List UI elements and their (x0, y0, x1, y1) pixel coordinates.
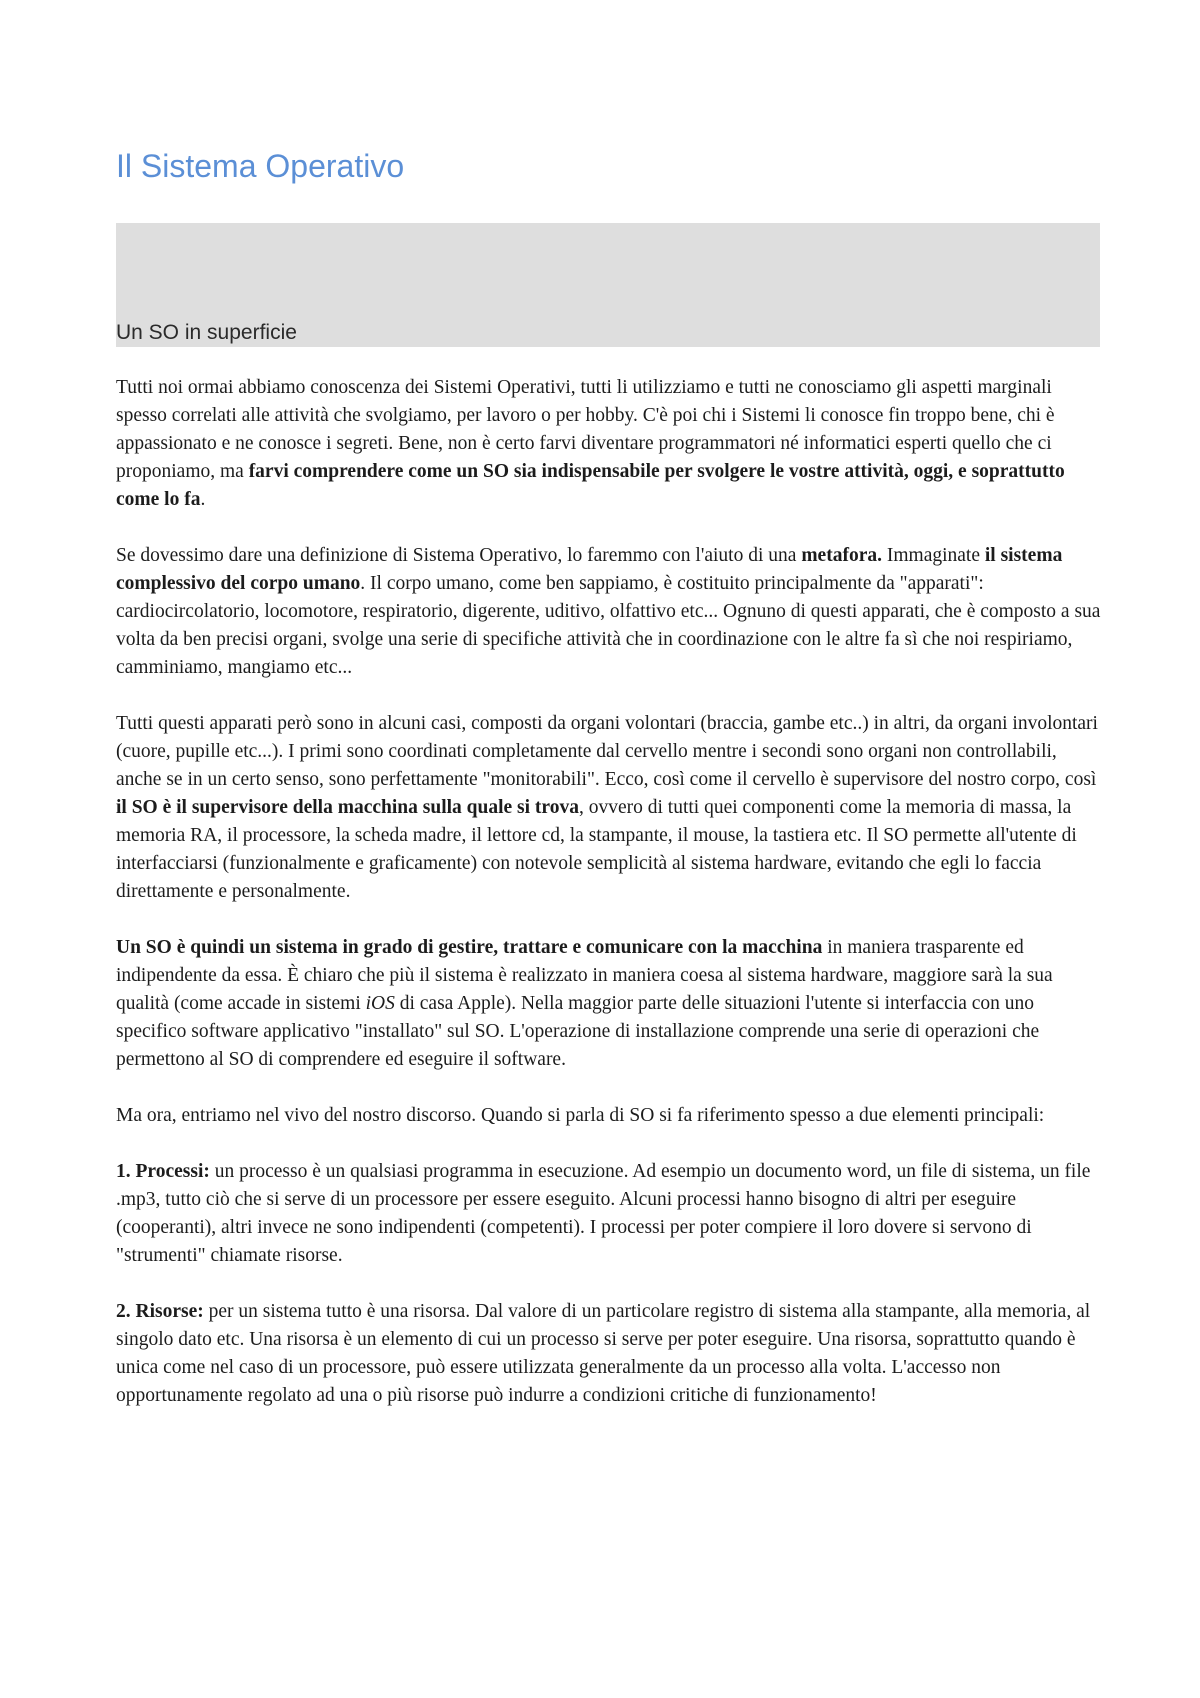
paragraph-resources (116, 1298, 1106, 1410)
bold-text: 2. Risorse: (116, 1301, 204, 1322)
text-run: di casa Apple). Nella maggior parte delle situazioni l'utente si interfaccia con uno specifico software applicativo "installato" sul SO. L'operazione di installazione comprende una serie di operazioni che permettono al SO di comprendere ed eseguire il software. (116, 993, 1040, 1070)
paragraph-intro (116, 374, 1106, 514)
bold-text: 1. Processi: (116, 1161, 210, 1182)
text-run: Tutti noi ormai abbiamo conoscenza dei Sistemi Operativi, tutti li utilizziamo e tutti ne conosciamo gli aspetti marginali spesso correlati alle attività che svolgiamo, per lavoro o per hobby. C'è poi chi i Sistemi li conosce fin troppo bene, chi è appassionato e ne conosce i segreti. Bene, non è certo farvi diventare programmatori né informatici esperti quello che ci proponiamo, ma (116, 377, 1055, 482)
italic-text: iOS (365, 993, 395, 1014)
bold-text: farvi comprendere come un SO sia indispensabile per svolgere le vostre attività, oggi, e soprattutto come lo fa (116, 461, 1065, 510)
paragraph-definition (116, 934, 1106, 1074)
section-heading: Un SO in superficie (116, 321, 297, 344)
bold-text: il sistema complessivo del corpo umano (116, 545, 1063, 594)
paragraph-elements (116, 1102, 1106, 1130)
text-run: . (200, 489, 206, 510)
bold-text: Un SO è quindi un sistema in grado di gestire, trattare e comunicare con la macchina (116, 937, 823, 958)
text-run: un processo è un qualsiasi programma in esecuzione. Ad esempio un documento word, un file di sistema, un file .mp3, tutto ciò che si serve di un processore per essere eseguito. Alcuni processi hanno bisogno di altri per eseguire (cooperanti), altri invece ne sono indipendenti (competenti). I processi per poter compiere il loro dovere si servono di "strumenti" chiamate risorse. (116, 1161, 1091, 1266)
paragraph-organs (116, 710, 1106, 906)
paragraph-metaphor (116, 542, 1106, 682)
bold-text: metafora. (801, 545, 882, 566)
text-run: , ovvero di tutti quei componenti come la memoria di massa, la memoria RA, il processore, la scheda madre, il lettore cd, la stampante, il mouse, la tastiera etc. Il SO permette all'utente di interfacciarsi (funzionalmente e graficamente) con notevole semplicità al sistema hardware, evitando che egli lo faccia direttamente e personalmente. (116, 797, 1077, 902)
text-run: in maniera trasparente ed indipendente da essa. È chiaro che più il sistema è realizzato in maniera coesa al sistema hardware, maggiore sarà la sua qualità (come accade in sistemi (116, 937, 1053, 1014)
text-run: per un sistema tutto è una risorsa. Dal valore di un particolare registro di sistema alla stampante, alla memoria, al singolo dato etc. Una risorsa è un elemento di cui un processo si serve per poter eseguire. Una risorsa, soprattutto quando è unica come nel caso di un processore, può essere utilizzata generalmente da un processo alla volta. L'accesso non opportunamente regolato ad una o più risorse può indurre a condizioni critiche di funzionamento! (116, 1301, 1091, 1406)
text-run: Immaginate (881, 545, 985, 566)
text-run: Tutti questi apparati però sono in alcuni casi, composti da organi volontari (braccia, gambe etc..) in altri, da organi involontari (cuore, pupille etc...). I primi sono coordinati completamente dal cervello mentre i secondi sono organi non controllabili, anche se in un certo senso, sono perfettamente "monitorabili". Ecco, così come il cervello è supervisore del nostro corpo, così (116, 713, 1098, 790)
text-run: Ma ora, entriamo nel vivo del nostro discorso. Quando si parla di SO si fa riferimento spesso a due elementi principali: (116, 1105, 1045, 1126)
text-run: Se dovessimo dare una definizione di Sistema Operativo, lo faremmo con l'aiuto di una (116, 545, 802, 566)
document-body (116, 374, 1106, 1438)
text-run: . Il corpo umano, come ben sappiamo, è costituito principalmente da "apparati": cardiocircolatorio, locomotore, respiratorio, digerente, uditivo, olfattivo etc... Ognuno di questi apparati, che è composto a sua volta da ben precisi organi, svolge una serie di specifiche attività che in coordinazione con le altre fa sì che noi respiriamo, camminiamo, mangiamo etc... (116, 573, 1101, 678)
paragraph-processes (116, 1158, 1106, 1270)
document-title: Il Sistema Operativo (116, 148, 405, 184)
bold-text: il SO è il supervisore della macchina sulla quale si trova (116, 797, 579, 818)
